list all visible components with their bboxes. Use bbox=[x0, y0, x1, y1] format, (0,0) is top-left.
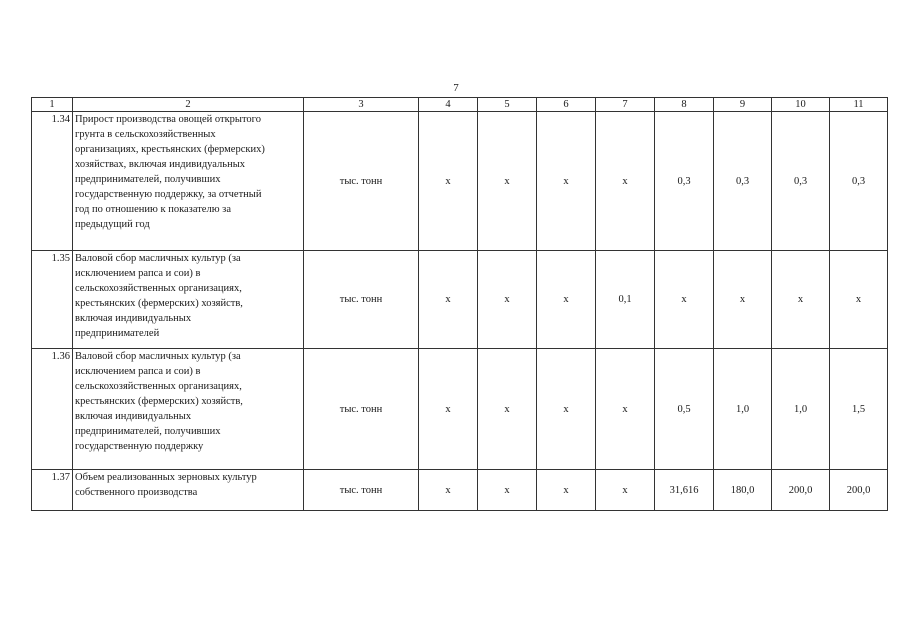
desc-line: год по отношению к показателю за bbox=[75, 204, 231, 215]
row-description bbox=[73, 112, 304, 251]
desc-line: предпринимателей bbox=[75, 328, 160, 339]
desc-line: государственную поддержку bbox=[75, 441, 204, 452]
desc-line: организациях, крестьянских (фермерских) bbox=[75, 144, 265, 155]
value-cell: 1,0 bbox=[714, 349, 772, 470]
value-cell: x bbox=[419, 470, 478, 511]
desc-line: предыдущий год bbox=[75, 219, 150, 230]
value-cell: 1,5 bbox=[830, 349, 888, 470]
desc-line: хозяйствах, включая индивидуальных bbox=[75, 159, 245, 170]
desc-line: крестьянских (фермерских) хозяйств, bbox=[75, 396, 243, 407]
header-cell-6: 6 bbox=[537, 98, 596, 112]
row-unit: тыс. тонн bbox=[304, 112, 419, 251]
desc-line: включая индивидуальных bbox=[75, 411, 192, 422]
value-cell: x bbox=[655, 251, 714, 349]
desc-line: сельскохозяйственных организациях, bbox=[75, 381, 242, 392]
value-cell: 200,0 bbox=[772, 470, 830, 511]
header-cell-8: 8 bbox=[655, 98, 714, 112]
value-cell: x bbox=[830, 251, 888, 349]
header-cell-11: 11 bbox=[830, 98, 888, 112]
desc-line: государственную поддержку, за отчетный bbox=[75, 189, 262, 200]
header-cell-9: 9 bbox=[714, 98, 772, 112]
value-cell: x bbox=[537, 251, 596, 349]
value-cell: 31,616 bbox=[655, 470, 714, 511]
desc-line: исключением рапса и сои) в bbox=[75, 366, 201, 377]
header-cell-10: 10 bbox=[772, 98, 830, 112]
value-cell: 0,3 bbox=[714, 112, 772, 251]
row-number: 1.36 bbox=[32, 349, 73, 470]
header-cell-5: 5 bbox=[478, 98, 537, 112]
desc-line: Валовой сбор масличных культур (за bbox=[75, 253, 241, 264]
value-cell: x bbox=[537, 112, 596, 251]
value-cell: x bbox=[478, 470, 537, 511]
desc-line: включая индивидуальных bbox=[75, 313, 192, 324]
desc-line: предпринимателей, получивших bbox=[75, 426, 221, 437]
value-cell: 1,0 bbox=[772, 349, 830, 470]
value-cell: 0,3 bbox=[655, 112, 714, 251]
desc-line: Валовой сбор масличных культур (за bbox=[75, 351, 241, 362]
value-cell: x bbox=[419, 349, 478, 470]
value-cell: 180,0 bbox=[714, 470, 772, 511]
value-cell: x bbox=[596, 470, 655, 511]
value-cell: x bbox=[419, 112, 478, 251]
header-cell-1: 1 bbox=[32, 98, 73, 112]
header-cell-3: 3 bbox=[304, 98, 419, 112]
row-unit: тыс. тонн bbox=[304, 470, 419, 511]
value-cell: x bbox=[478, 251, 537, 349]
header-cell-4: 4 bbox=[419, 98, 478, 112]
row-number: 1.35 bbox=[32, 251, 73, 349]
value-cell: x bbox=[419, 251, 478, 349]
desc-line: Прирост производства овощей открытого bbox=[75, 114, 261, 125]
value-cell: 0,3 bbox=[772, 112, 830, 251]
desc-line: исключением рапса и сои) в bbox=[75, 268, 201, 279]
value-cell: x bbox=[537, 470, 596, 511]
row-unit: тыс. тонн bbox=[304, 349, 419, 470]
table-row bbox=[32, 251, 888, 349]
header-cell-2: 2 bbox=[73, 98, 304, 112]
header-row bbox=[32, 98, 888, 112]
table-row bbox=[32, 112, 888, 251]
desc-line: крестьянских (фермерских) хозяйств, bbox=[75, 298, 243, 309]
page-number: 7 bbox=[453, 82, 459, 94]
value-cell: x bbox=[714, 251, 772, 349]
indicator-table bbox=[31, 97, 888, 511]
value-cell: x bbox=[478, 349, 537, 470]
row-unit: тыс. тонн bbox=[304, 251, 419, 349]
desc-line: грунта в сельскохозяйственных bbox=[75, 129, 216, 140]
table-row bbox=[32, 349, 888, 470]
value-cell: x bbox=[772, 251, 830, 349]
table-row bbox=[32, 470, 888, 511]
value-cell: 0,3 bbox=[830, 112, 888, 251]
header-cell-7: 7 bbox=[596, 98, 655, 112]
desc-line: сельскохозяйственных организациях, bbox=[75, 283, 242, 294]
row-number: 1.34 bbox=[32, 112, 73, 251]
value-cell: 0,5 bbox=[655, 349, 714, 470]
desc-line: Объем реализованных зерновых культур bbox=[75, 472, 257, 483]
row-description bbox=[73, 470, 304, 511]
value-cell: x bbox=[478, 112, 537, 251]
row-description bbox=[73, 251, 304, 349]
row-description bbox=[73, 349, 304, 470]
value-cell: x bbox=[537, 349, 596, 470]
value-cell: x bbox=[596, 349, 655, 470]
desc-line: собственного производства bbox=[75, 487, 198, 498]
row-number: 1.37 bbox=[32, 470, 73, 511]
value-cell: 200,0 bbox=[830, 470, 888, 511]
value-cell: x bbox=[596, 112, 655, 251]
value-cell: 0,1 bbox=[596, 251, 655, 349]
desc-line: предпринимателей, получивших bbox=[75, 174, 221, 185]
